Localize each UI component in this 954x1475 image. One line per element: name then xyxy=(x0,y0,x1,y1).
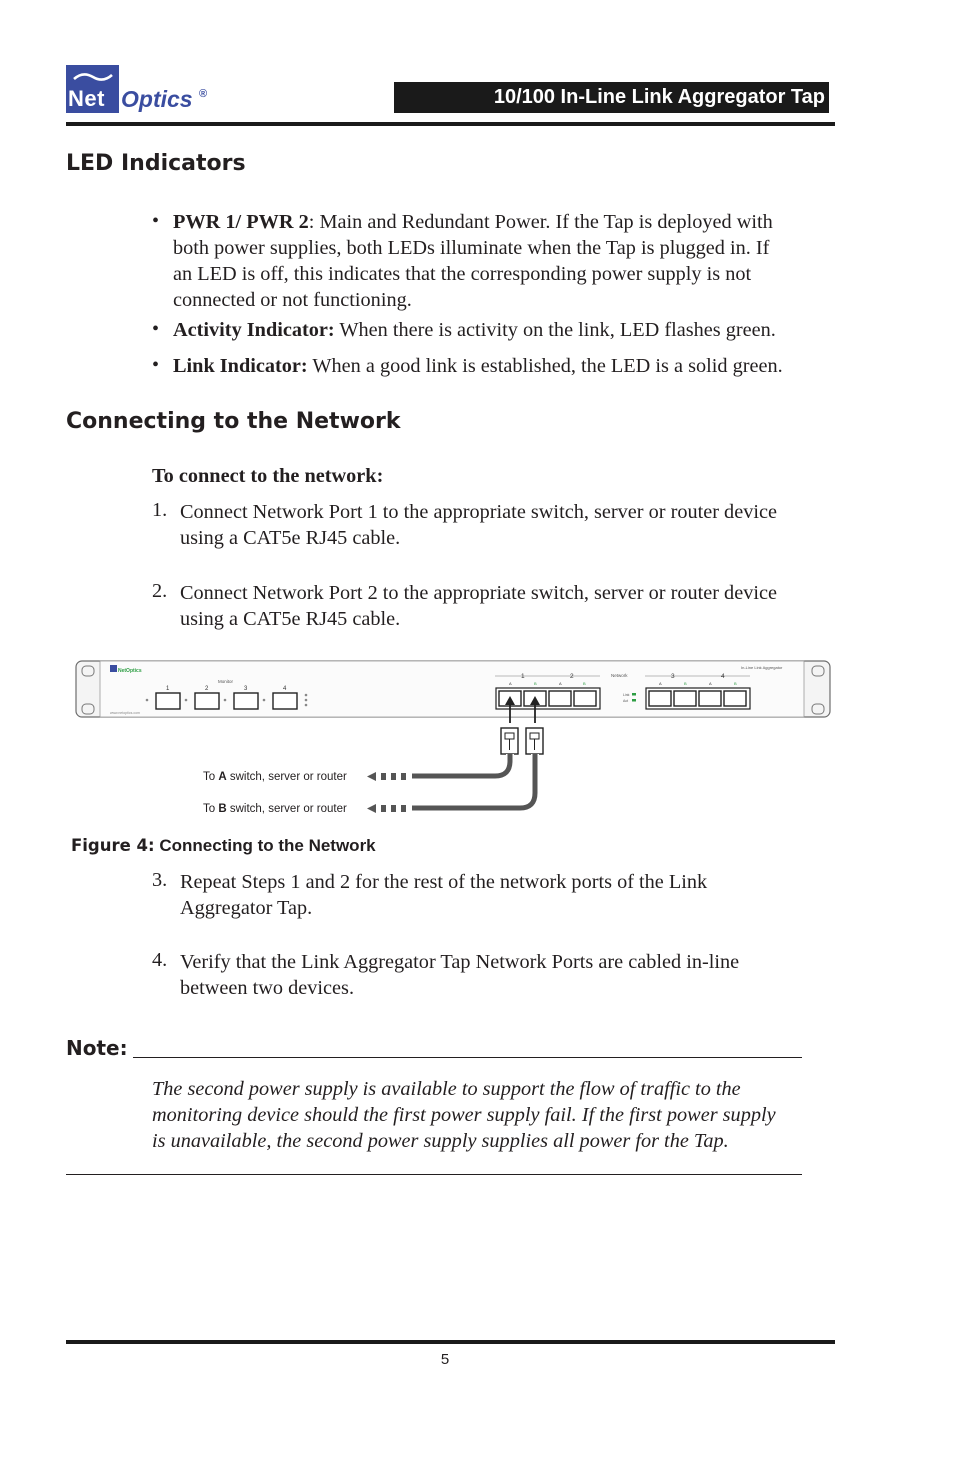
network-port-number: 3 xyxy=(671,673,675,680)
step-text: between two devices. xyxy=(180,977,355,999)
cable-a-label-suffix: switch, server or router xyxy=(226,771,347,783)
step-number: 2. xyxy=(152,580,168,602)
page-number: 5 xyxy=(440,1351,450,1368)
device-brand-label: NetOptics xyxy=(118,668,142,674)
step-1 xyxy=(180,499,850,551)
step-number: 1. xyxy=(152,499,168,521)
device-logo-icon xyxy=(110,665,117,672)
rj45-port-3b xyxy=(674,691,696,706)
led-icon xyxy=(185,699,188,702)
bullet-activity xyxy=(173,317,853,343)
led-icon xyxy=(224,699,227,702)
bullet-text: connected or not functioning. xyxy=(173,289,412,311)
step-2 xyxy=(180,580,850,632)
rj45-port-4a xyxy=(699,691,721,706)
led-icon xyxy=(146,699,149,702)
logo-wave-icon xyxy=(72,70,114,84)
led-icon xyxy=(305,694,308,697)
logo-registered-mark: ® xyxy=(199,88,208,100)
cable-b-label xyxy=(203,803,347,815)
document-title-bar: 10/100 In-Line Link Aggregator Tap xyxy=(394,82,829,113)
cable-b-label-letter: B xyxy=(218,803,227,815)
bullet-term: Link Indicator: xyxy=(173,355,308,377)
step-text: Connect Network Port 2 to the appropriate switch, server or router device xyxy=(180,582,777,604)
bullet-link xyxy=(173,353,853,379)
link-led-icon xyxy=(632,693,636,696)
rj45-port-2b xyxy=(574,691,596,706)
device-url-label: www.netoptics.com xyxy=(110,711,140,715)
step-text: Aggregator Tap. xyxy=(180,897,313,919)
step-4 xyxy=(180,949,850,1001)
procedure-subheading: To connect to the network: xyxy=(152,465,384,487)
bullet-pwr xyxy=(173,209,853,313)
rj45-plug-b-icon xyxy=(526,728,543,754)
note-text xyxy=(152,1076,842,1154)
bullet-dot: • xyxy=(152,354,160,376)
note-label: Note: xyxy=(66,1036,128,1060)
rj45-port-4b xyxy=(724,691,746,706)
led-icon xyxy=(263,699,266,702)
monitor-port-number: 1 xyxy=(166,686,170,692)
monitor-port-number: 3 xyxy=(244,686,248,692)
step-text: Connect Network Port 1 to the appropriate switch, server or router device xyxy=(180,501,777,523)
bullet-text: an LED is off, this indicates that the corresponding power supply is not xyxy=(173,263,752,285)
sub-port-label: B xyxy=(734,681,737,686)
monitor-port-1 xyxy=(156,693,180,709)
cable-b xyxy=(412,754,535,808)
figure-caption-text: Connecting to the Network xyxy=(154,836,376,855)
sub-port-label: B xyxy=(684,681,687,686)
bullet-text: When a good link is established, the LED is a solid green. xyxy=(307,355,783,377)
led-indicators-heading: LED Indicators xyxy=(66,151,246,176)
monitor-port-number: 2 xyxy=(205,686,209,692)
activity-led-icon xyxy=(632,699,636,702)
cable-b-end-icon xyxy=(367,804,406,813)
bullet-dot: • xyxy=(152,210,160,232)
logo-net-text: Net xyxy=(68,86,105,111)
bullet-text: When there is activity on the link, LED flashes green. xyxy=(334,319,776,341)
step-text: Verify that the Link Aggregator Tap Network Ports are cabled in-line xyxy=(180,951,740,973)
led-icon xyxy=(305,704,308,707)
figure-caption xyxy=(71,836,376,856)
connecting-network-heading: Connecting to the Network xyxy=(66,409,401,434)
led-icon xyxy=(305,699,308,702)
rj45-port-3a xyxy=(649,691,671,706)
step-number: 4. xyxy=(152,949,168,971)
monitor-port-3 xyxy=(234,693,258,709)
sub-port-label: B xyxy=(534,681,537,686)
sub-port-label: A xyxy=(509,681,512,686)
monitor-port-number: 4 xyxy=(283,686,287,692)
cable-b-label-suffix: switch, server or router xyxy=(226,803,347,815)
network-label: Network xyxy=(611,673,628,678)
bullet-term: PWR 1/ PWR 2 xyxy=(173,211,309,233)
note-line: is unavailable, the second power supply supplies all power for the Tap. xyxy=(152,1130,729,1152)
logo-optics-text: Optics xyxy=(121,86,193,112)
monitor-port-4 xyxy=(273,693,297,709)
cable-b-outline xyxy=(412,754,535,808)
step-text: using a CAT5e RJ45 cable. xyxy=(180,608,401,630)
bullet-term: Activity Indicator: xyxy=(173,319,335,341)
note-line: monitoring device should the first power supply fail. If the first power supply xyxy=(152,1104,776,1126)
note-bottom-rule xyxy=(66,1174,802,1175)
bullet-dot: • xyxy=(152,318,160,340)
footer-rule xyxy=(66,1340,835,1344)
header-rule xyxy=(66,122,835,126)
model-label: In-Line Link Aggregator xyxy=(741,665,783,670)
led-label: Act xyxy=(623,699,629,703)
monitor-port-2 xyxy=(195,693,219,709)
rj45-plug-a-icon xyxy=(501,728,518,754)
bullet-text: both power supplies, both LEDs illuminate when the Tap is plugged in. If xyxy=(173,237,770,259)
monitor-label: Monitor xyxy=(218,679,234,684)
cable-a-end-icon xyxy=(367,772,406,781)
figure-caption-label: Figure 4: xyxy=(71,836,155,855)
step-number: 3. xyxy=(152,869,168,891)
note-top-rule xyxy=(133,1057,802,1058)
figure-connecting-network xyxy=(70,655,840,825)
cable-b-label-prefix: To xyxy=(203,803,219,815)
led-label: Link xyxy=(623,693,630,697)
cable-a-label-prefix: To xyxy=(203,771,219,783)
sub-port-label: A xyxy=(709,681,712,686)
rj45-port-2a xyxy=(549,691,571,706)
network-port-number: 1 xyxy=(521,673,525,680)
network-port-number: 2 xyxy=(570,673,574,680)
sub-port-label: B xyxy=(583,681,586,686)
note-line: The second power supply is available to support the flow of traffic to the xyxy=(152,1078,741,1100)
network-port-number: 4 xyxy=(721,673,725,680)
sub-port-label: A xyxy=(559,681,562,686)
cable-a-outline xyxy=(412,754,510,776)
step-3 xyxy=(180,869,850,921)
sub-port-label: A xyxy=(659,681,662,686)
cable-a-label xyxy=(203,771,347,783)
step-text: Repeat Steps 1 and 2 for the rest of the network ports of the Link xyxy=(180,871,708,893)
step-text: using a CAT5e RJ45 cable. xyxy=(180,527,401,549)
cable-a-label-letter: A xyxy=(218,771,227,783)
bullet-text: : Main and Redundant Power. If the Tap is deployed with xyxy=(308,211,773,233)
